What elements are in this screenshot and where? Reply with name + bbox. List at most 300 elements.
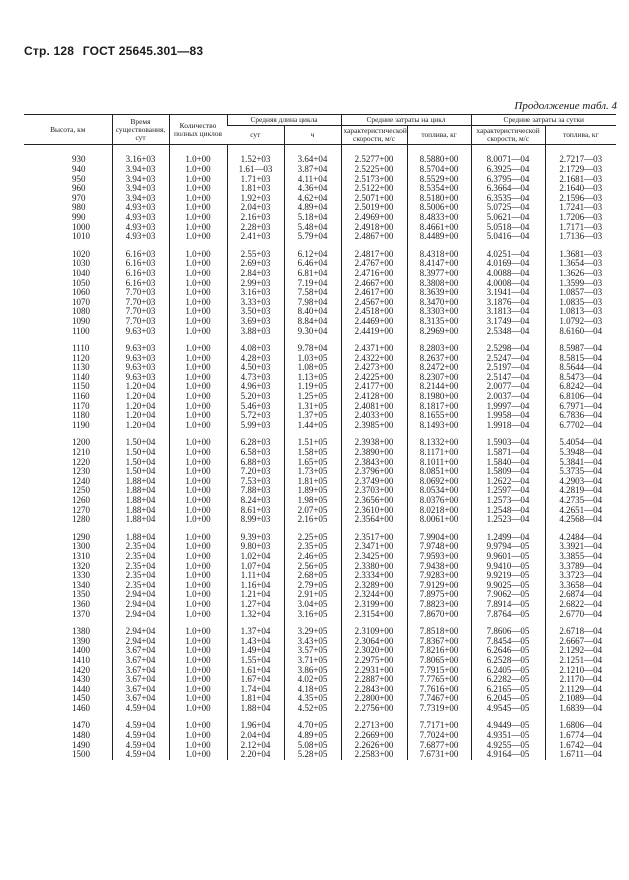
spacer-cell [341,619,407,627]
cell-cycle-fuel: 8.1817+00 [407,402,471,412]
cell-cycle-fuel: 7.7616+00 [407,685,471,695]
cell-altitude: 1490 [72,740,90,750]
spacer-cell [545,619,616,627]
header-day-fuel: топлива, кг [545,126,616,145]
cell-orbit-count: 1.0+00 [169,155,227,165]
spacer-cell [341,336,407,344]
cell-cycle-fuel: 8.4661+00 [407,223,471,233]
cell-cycle-velocity: 2.5277+00 [341,155,407,165]
cell-cycle-fuel: 7.9904+00 [407,533,471,543]
cell-cycle-fuel: 7.7915+00 [407,666,471,676]
cell-day-fuel: 4.2903—04 [545,477,616,487]
cell-day-fuel: 1.0857—03 [545,288,616,298]
cell-altitude: 1140 [72,372,90,382]
cell-cycle-fuel: 7.8823+00 [407,600,471,610]
spacer-cell [112,525,169,533]
cell-cycle-fuel: 8.1655+00 [407,411,471,421]
cell-cycle-fuel: 8.5180+00 [407,194,471,204]
cell-cycle-hours: 4.18+05 [284,685,341,695]
cell-lifetime: 4.93+03 [112,213,169,223]
cell-cycle-velocity: 2.2626+00 [341,741,407,751]
cell-altitude: 1180 [72,411,90,421]
cell-lifetime: 3.67+04 [112,666,169,676]
cell-day-fuel: 3.3921—04 [545,542,616,552]
cell-day-fuel: 1.7171—03 [545,223,616,233]
cell-cycle-velocity: 2.4969+00 [341,213,407,223]
spacer-cell [169,430,227,438]
spacer-cell [545,145,616,156]
cell-cycle-velocity: 2.4033+00 [341,411,407,421]
cell-orbit-count: 1.0+00 [169,363,227,373]
table-row [24,486,616,496]
spacer-cell [227,242,284,250]
cell-lifetime: 4.59+04 [112,704,169,714]
cell-day-fuel: 2.7217—03 [545,155,616,165]
cell-day-fuel: 2.1210—04 [545,666,616,676]
cell-orbit-count: 1.0+00 [169,382,227,392]
cell-day-fuel: 1.6839—04 [545,704,616,714]
table-row [24,382,616,392]
cell-day-fuel: 8.5815—04 [545,354,616,364]
cell-cycle-days: 6.88+03 [227,458,284,468]
cell-day-fuel: 8.5644—04 [545,363,616,373]
group-spacer [24,336,616,344]
cell-cycle-hours: 3.64+04 [284,155,341,165]
spacer-cell [341,242,407,250]
header-altitude: Высота, км [24,115,112,145]
cell-altitude: 1460 [72,703,90,713]
cell-lifetime: 4.59+04 [112,741,169,751]
cell-cycle-days: 4.96+03 [227,382,284,392]
cell-cycle-days: 1.11+04 [227,571,284,581]
table-row [24,666,616,676]
cell-cycle-fuel: 8.0376+00 [407,496,471,506]
cell-day-fuel: 2.6770—04 [545,610,616,620]
cell-cycle-velocity: 2.5071+00 [341,194,407,204]
spacer-cell [341,145,407,156]
cell-altitude: 1480 [72,731,90,741]
cell-lifetime: 4.93+03 [112,232,169,242]
cell-orbit-count: 1.0+00 [169,741,227,751]
cell-cycle-days: 2.16+03 [227,213,284,223]
cell-orbit-count: 1.0+00 [169,581,227,591]
cell-day-velocity: 6.2646—05 [471,646,545,656]
cell-cycle-hours: 1.25+05 [284,392,341,402]
cell-day-velocity: 4.9449—05 [471,721,545,731]
cell-orbit-count: 1.0+00 [169,250,227,260]
cell-cycle-fuel: 7.8216+00 [407,646,471,656]
cell-day-velocity: 3.1813—04 [471,307,545,317]
table-row [24,165,616,175]
cell-day-fuel: 2.1640—03 [545,184,616,194]
cell-altitude: 930 [72,155,86,165]
cell-cycle-days: 4.50+03 [227,363,284,373]
cell-cycle-fuel: 8.0692+00 [407,477,471,487]
cell-day-velocity: 6.2165—05 [471,685,545,695]
cell-day-velocity: 9.9025—05 [471,581,545,591]
cell-cycle-days: 2.20+04 [227,750,284,760]
cell-lifetime: 1.88+04 [112,506,169,516]
cell-lifetime: 2.35+04 [112,552,169,562]
cell-cycle-days: 2.84+03 [227,269,284,279]
cell-lifetime: 1.88+04 [112,496,169,506]
cell-cycle-velocity: 2.2756+00 [341,704,407,714]
cell-lifetime: 6.16+03 [112,250,169,260]
cell-orbit-count: 1.0+00 [169,731,227,741]
group-spacer [24,145,616,156]
cell-cycle-days: 6.58+03 [227,448,284,458]
cell-cycle-hours: 4.89+05 [284,731,341,741]
cell-cycle-days: 7.53+03 [227,477,284,487]
cell-cycle-hours: 2.79+05 [284,581,341,591]
cell-day-velocity: 1.2523—04 [471,515,545,525]
cell-cycle-velocity: 2.3517+00 [341,533,407,543]
cell-day-fuel: 1.6774—04 [545,731,616,741]
cell-day-velocity: 6.2282—05 [471,675,545,685]
cell-orbit-count: 1.0+00 [169,203,227,213]
cell-altitude: 940 [72,165,86,175]
cell-cycle-days: 8.99+03 [227,515,284,525]
cell-orbit-count: 1.0+00 [169,223,227,233]
cell-cycle-velocity: 2.4617+00 [341,288,407,298]
spacer-cell [471,713,545,721]
cell-cycle-hours: 2.25+05 [284,533,341,543]
cell-altitude: 1020 [72,249,90,259]
spacer-cell [407,713,471,721]
cell-day-fuel: 1.0792—03 [545,317,616,327]
spacer-cell [227,525,284,533]
cell-altitude: 1260 [72,496,90,506]
cell-orbit-count: 1.0+00 [169,194,227,204]
cell-altitude: 980 [72,203,86,213]
cell-orbit-count: 1.0+00 [169,232,227,242]
cell-lifetime: 9.63+03 [112,344,169,354]
cell-day-fuel: 2.1129—04 [545,685,616,695]
cell-day-fuel: 3.3789—04 [545,562,616,572]
spacer-cell [169,242,227,250]
cell-cycle-velocity: 2.2975+00 [341,656,407,666]
spacer-cell [24,336,112,344]
cell-orbit-count: 1.0+00 [169,637,227,647]
table-row [24,600,616,610]
cell-cycle-days: 1.67+04 [227,675,284,685]
cell-cycle-days: 2.04+04 [227,731,284,741]
cell-day-fuel: 2.1170—04 [545,675,616,685]
spacer-cell [112,242,169,250]
cell-orbit-count: 1.0+00 [169,571,227,581]
cell-cycle-days: 2.99+03 [227,279,284,289]
cell-cycle-days: 5.20+03 [227,392,284,402]
cell-lifetime: 1.88+04 [112,533,169,543]
cell-cycle-hours: 1.31+05 [284,402,341,412]
spacer-cell [227,336,284,344]
table-row [24,704,616,714]
cell-cycle-hours: 6.81+04 [284,269,341,279]
cell-cycle-fuel: 8.4833+00 [407,213,471,223]
header-cycle-fuel: топлива, кг [407,126,471,145]
table-row [24,627,616,637]
cell-day-velocity: 1.2573—04 [471,496,545,506]
cell-day-fuel: 1.0835—03 [545,298,616,308]
cell-altitude: 1470 [72,721,90,731]
cell-day-fuel: 2.6822—04 [545,600,616,610]
cell-cycle-fuel: 8.2144+00 [407,382,471,392]
cell-cycle-fuel: 8.1493+00 [407,421,471,431]
cell-cycle-velocity: 2.4081+00 [341,402,407,412]
spacer-cell [169,336,227,344]
cell-orbit-count: 1.0+00 [169,184,227,194]
cell-day-velocity: 9.9794—05 [471,542,545,552]
cell-cycle-velocity: 2.2931+00 [341,666,407,676]
cell-lifetime: 9.63+03 [112,327,169,337]
spacer-cell [24,242,112,250]
table-row [24,392,616,402]
altitude-table [24,114,616,760]
spacer-cell [407,525,471,533]
cell-day-velocity: 4.9351—05 [471,731,545,741]
cell-cycle-fuel: 7.6731+00 [407,750,471,760]
group-spacer [24,430,616,438]
cell-altitude: 1410 [72,655,90,665]
cell-day-fuel: 2.1292—04 [545,646,616,656]
cell-lifetime: 7.70+03 [112,307,169,317]
cell-cycle-days: 1.07+04 [227,562,284,572]
cell-lifetime: 2.94+04 [112,610,169,620]
cell-cycle-fuel: 7.9748+00 [407,542,471,552]
cell-cycle-hours: 2.07+05 [284,506,341,516]
cell-cycle-hours: 4.36+04 [284,184,341,194]
cell-day-velocity: 4.0088—04 [471,269,545,279]
cell-cycle-days: 1.49+04 [227,646,284,656]
cell-altitude: 970 [72,193,86,203]
cell-lifetime: 6.16+03 [112,279,169,289]
cell-lifetime: 4.93+03 [112,203,169,213]
cell-day-fuel: 4.2568—04 [545,515,616,525]
cell-day-velocity: 3.1941—04 [471,288,545,298]
cell-cycle-days: 2.04+03 [227,203,284,213]
cell-altitude: 1290 [72,532,90,542]
spacer-cell [407,430,471,438]
spacer-cell [471,430,545,438]
cell-day-fuel: 5.3948—04 [545,448,616,458]
cell-cycle-fuel: 8.0218+00 [407,506,471,516]
cell-altitude: 1120 [72,353,90,363]
spacer-cell [112,713,169,721]
cell-cycle-days: 5.46+03 [227,402,284,412]
spacer-cell [471,619,545,627]
cell-altitude: 1100 [72,326,90,336]
cell-orbit-count: 1.0+00 [169,213,227,223]
cell-lifetime: 3.94+03 [112,184,169,194]
cell-orbit-count: 1.0+00 [169,448,227,458]
group-spacer [24,619,616,627]
cell-day-fuel: 1.3626—03 [545,269,616,279]
cell-orbit-count: 1.0+00 [169,542,227,552]
cell-cycle-fuel: 7.7024+00 [407,731,471,741]
cell-orbit-count: 1.0+00 [169,562,227,572]
cell-cycle-days: 1.21+04 [227,590,284,600]
cell-lifetime: 3.67+04 [112,694,169,704]
cell-day-fuel: 4.2484—04 [545,533,616,543]
cell-lifetime: 1.50+04 [112,458,169,468]
table-row [24,223,616,233]
cell-day-fuel: 1.6806—04 [545,721,616,731]
cell-day-velocity: 1.5903—04 [471,438,545,448]
spacer-cell [24,713,112,721]
spacer-cell [545,242,616,250]
cell-altitude: 1160 [72,392,90,402]
cell-day-fuel: 1.7206—03 [545,213,616,223]
table-row [24,194,616,204]
cell-cycle-fuel: 7.7171+00 [407,721,471,731]
cell-altitude: 1040 [72,268,90,278]
cell-orbit-count: 1.0+00 [169,288,227,298]
cell-day-velocity: 9.9219—05 [471,571,545,581]
cell-cycle-velocity: 2.4273+00 [341,363,407,373]
cell-orbit-count: 1.0+00 [169,656,227,666]
cell-cycle-days: 5.72+03 [227,411,284,421]
cell-lifetime: 2.94+04 [112,627,169,637]
table-row [24,581,616,591]
table-row [24,279,616,289]
cell-cycle-velocity: 2.4419+00 [341,327,407,337]
cell-day-fuel: 6.7702—04 [545,421,616,431]
cell-day-fuel: 8.5473—04 [545,373,616,383]
table-row [24,496,616,506]
cell-orbit-count: 1.0+00 [169,354,227,364]
cell-lifetime: 1.88+04 [112,477,169,487]
cell-orbit-count: 1.0+00 [169,307,227,317]
header-cycle-hours: ч [284,126,341,145]
cell-altitude: 1010 [72,232,90,242]
cell-cycle-hours: 2.35+05 [284,542,341,552]
cell-cycle-days: 2.12+04 [227,741,284,751]
cell-cycle-days: 8.61+03 [227,506,284,516]
cell-day-fuel: 3.3658—04 [545,581,616,591]
cell-cycle-days: 5.99+03 [227,421,284,431]
cell-day-fuel: 5.3841—04 [545,458,616,468]
cell-cycle-days: 3.69+03 [227,317,284,327]
cell-day-velocity: 4.9255—05 [471,741,545,751]
cell-orbit-count: 1.0+00 [169,533,227,543]
cell-day-fuel: 1.0813—03 [545,307,616,317]
cell-orbit-count: 1.0+00 [169,496,227,506]
cell-day-velocity: 7.8914—05 [471,600,545,610]
cell-altitude: 1420 [72,665,90,675]
spacer-cell [24,619,112,627]
cell-altitude: 1110 [72,344,90,354]
cell-cycle-hours: 4.35+05 [284,694,341,704]
table-row [24,646,616,656]
cell-altitude: 1300 [72,542,90,552]
cell-day-velocity: 4.0008—04 [471,279,545,289]
header-cycle-cost: Средние затраты на цикл [341,115,471,126]
cell-cycle-velocity: 2.3289+00 [341,581,407,591]
cell-lifetime: 1.88+04 [112,515,169,525]
header-cycle-days: сут [227,126,284,145]
cell-altitude: 1430 [72,675,90,685]
cell-cycle-hours: 3.71+05 [284,656,341,666]
cell-orbit-count: 1.0+00 [169,175,227,185]
cell-orbit-count: 1.0+00 [169,694,227,704]
cell-cycle-velocity: 2.3610+00 [341,506,407,516]
table-row [24,438,616,448]
cell-lifetime: 1.50+04 [112,448,169,458]
cell-day-fuel: 2.6718—04 [545,627,616,637]
spacer-cell [545,336,616,344]
cell-altitude: 1030 [72,259,90,269]
cell-day-fuel: 6.7836—04 [545,411,616,421]
cell-cycle-fuel: 8.4147+00 [407,259,471,269]
cell-day-velocity: 9.9601—05 [471,552,545,562]
cell-cycle-days: 3.88+03 [227,327,284,337]
cell-cycle-velocity: 2.3380+00 [341,562,407,572]
cell-day-fuel: 8.6160—04 [545,327,616,337]
cell-day-velocity: 6.3925—04 [471,165,545,175]
cell-lifetime: 4.93+03 [112,223,169,233]
table-row [24,590,616,600]
cell-cycle-velocity: 2.3334+00 [341,571,407,581]
cell-cycle-velocity: 2.2669+00 [341,731,407,741]
cell-altitude: 960 [72,184,86,194]
cell-orbit-count: 1.0+00 [169,259,227,269]
table-row [24,506,616,516]
cell-day-velocity: 6.3535—04 [471,194,545,204]
cell-cycle-days: 1.32+04 [227,610,284,620]
spacer-cell [24,525,112,533]
cell-cycle-fuel: 8.4318+00 [407,250,471,260]
table-row [24,155,616,165]
cell-day-fuel: 1.6742—04 [545,741,616,751]
cell-altitude: 1060 [72,288,90,298]
cell-altitude: 1220 [72,457,90,467]
cell-orbit-count: 1.0+00 [169,392,227,402]
cell-cycle-hours: 9.30+04 [284,327,341,337]
header-day-velocity: характеристической скорости, м/с [471,126,545,145]
cell-orbit-count: 1.0+00 [169,344,227,354]
cell-day-velocity: 1.2622—04 [471,477,545,487]
cell-cycle-fuel: 7.7467+00 [407,694,471,704]
cell-lifetime: 1.88+04 [112,486,169,496]
cell-cycle-hours: 3.87+04 [284,165,341,175]
cell-cycle-hours: 1.89+05 [284,486,341,496]
cell-day-velocity: 5.0725—04 [471,203,545,213]
cell-cycle-velocity: 2.3020+00 [341,646,407,656]
cell-lifetime: 3.67+04 [112,646,169,656]
cell-cycle-hours: 5.18+04 [284,213,341,223]
cell-altitude: 1070 [72,297,90,307]
header-cycle-length: Средняя длина цикла [227,115,341,126]
cell-day-fuel: 3.3723—04 [545,571,616,581]
cell-cycle-fuel: 7.9129+00 [407,581,471,591]
cell-cycle-velocity: 2.3199+00 [341,600,407,610]
cell-day-fuel: 2.1729—03 [545,165,616,175]
cell-cycle-fuel: 7.9438+00 [407,562,471,572]
spacer-cell [112,336,169,344]
table-row [24,354,616,364]
cell-cycle-velocity: 2.4128+00 [341,392,407,402]
cell-cycle-hours: 2.16+05 [284,515,341,525]
cell-cycle-fuel: 8.2969+00 [407,327,471,337]
cell-cycle-fuel: 8.5704+00 [407,165,471,175]
cell-altitude: 1190 [72,420,90,430]
cell-orbit-count: 1.0+00 [169,685,227,695]
cell-cycle-hours: 1.44+05 [284,421,341,431]
cell-day-fuel: 1.6711—04 [545,750,616,760]
cell-day-velocity: 4.0251—04 [471,250,545,260]
cell-cycle-days: 2.55+03 [227,250,284,260]
cell-lifetime: 7.70+03 [112,317,169,327]
